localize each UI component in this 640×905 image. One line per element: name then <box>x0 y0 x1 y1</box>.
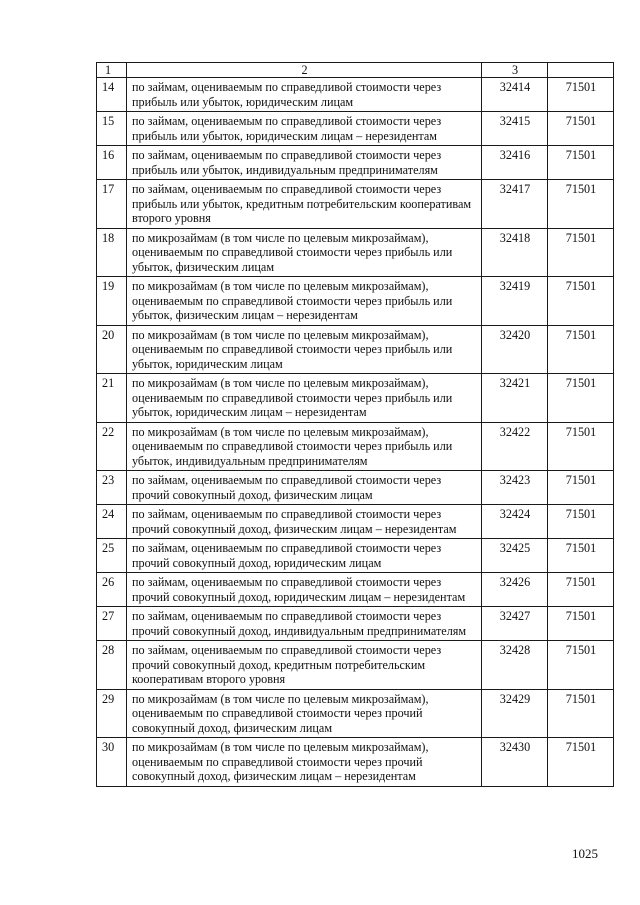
row-account: 71501 <box>548 228 614 277</box>
row-number: 19 <box>97 277 127 326</box>
row-number: 30 <box>97 738 127 787</box>
table-row <box>97 325 614 374</box>
row-code: 32424 <box>482 505 548 539</box>
row-number: 28 <box>97 641 127 690</box>
row-account: 71501 <box>548 539 614 573</box>
row-account: 71501 <box>548 180 614 229</box>
row-description: по займам, оцениваемым по справедливой стоимости через прочий совокупный доход, физическим лицам <box>127 471 482 505</box>
row-number: 14 <box>97 78 127 112</box>
table-row <box>97 422 614 471</box>
row-description: по микрозаймам (в том числе по целевым микрозаймам), оцениваемым по справедливой стоимости через прочий совокупный доход, физическим лицам – нерезидентам <box>127 738 482 787</box>
table-row <box>97 180 614 229</box>
row-description: по микрозаймам (в том числе по целевым микрозаймам), оцениваемым по справедливой стоимости через прибыль или убыток, юридическим лицам – нерезидентам <box>127 374 482 423</box>
header-col-2: 2 <box>127 63 482 78</box>
row-description: по микрозаймам (в том числе по целевым микрозаймам), оцениваемым по справедливой стоимости через прибыль или убыток, юридическим лицам <box>127 325 482 374</box>
row-code: 32430 <box>482 738 548 787</box>
row-description: по займам, оцениваемым по справедливой стоимости через прибыль или убыток, индивидуальным предпринимателям <box>127 146 482 180</box>
row-description: по займам, оцениваемым по справедливой стоимости через прибыль или убыток, юридическим лицам <box>127 78 482 112</box>
table-header-row <box>97 63 614 78</box>
row-code: 32425 <box>482 539 548 573</box>
row-number: 21 <box>97 374 127 423</box>
row-description: по займам, оцениваемым по справедливой стоимости через прочий совокупный доход, юридическим лицам – нерезидентам <box>127 573 482 607</box>
row-code: 32426 <box>482 573 548 607</box>
accounts-table <box>96 62 614 787</box>
row-number: 25 <box>97 539 127 573</box>
table-row <box>97 228 614 277</box>
row-account: 71501 <box>548 277 614 326</box>
row-description: по микрозаймам (в том числе по целевым микрозаймам), оцениваемым по справедливой стоимости через прибыль или убыток, индивидуальным предпринимателям <box>127 422 482 471</box>
row-description: по займам, оцениваемым по справедливой стоимости через прочий совокупный доход, кредитным потребительским кооперативам второго уровня <box>127 641 482 690</box>
header-col-4 <box>548 63 614 78</box>
row-code: 32421 <box>482 374 548 423</box>
row-account: 71501 <box>548 325 614 374</box>
row-code: 32429 <box>482 689 548 738</box>
row-description: по микрозаймам (в том числе по целевым микрозаймам), оцениваемым по справедливой стоимости через прибыль или убыток, физическим лицам – нерезидентам <box>127 277 482 326</box>
header-col-1: 1 <box>97 63 127 78</box>
row-code: 32419 <box>482 277 548 326</box>
row-account: 71501 <box>548 573 614 607</box>
row-description: по займам, оцениваемым по справедливой стоимости через прибыль или убыток, юридическим лицам – нерезидентам <box>127 112 482 146</box>
table-row <box>97 738 614 787</box>
row-code: 32415 <box>482 112 548 146</box>
table-row <box>97 689 614 738</box>
table-row <box>97 146 614 180</box>
row-number: 16 <box>97 146 127 180</box>
row-number: 27 <box>97 607 127 641</box>
row-number: 18 <box>97 228 127 277</box>
row-number: 15 <box>97 112 127 146</box>
row-account: 71501 <box>548 146 614 180</box>
table-row <box>97 539 614 573</box>
row-code: 32418 <box>482 228 548 277</box>
row-account: 71501 <box>548 607 614 641</box>
row-description: по микрозаймам (в том числе по целевым микрозаймам), оцениваемым по справедливой стоимости через прибыль или убыток, физическим лицам <box>127 228 482 277</box>
row-account: 71501 <box>548 471 614 505</box>
row-description: по займам, оцениваемым по справедливой стоимости через прибыль или убыток, кредитным потребительским кооперативам второго уровня <box>127 180 482 229</box>
row-account: 71501 <box>548 738 614 787</box>
table-row <box>97 471 614 505</box>
row-account: 71501 <box>548 689 614 738</box>
row-account: 71501 <box>548 374 614 423</box>
row-code: 32414 <box>482 78 548 112</box>
table-row <box>97 607 614 641</box>
row-code: 32427 <box>482 607 548 641</box>
row-number: 17 <box>97 180 127 229</box>
table-row <box>97 641 614 690</box>
row-number: 26 <box>97 573 127 607</box>
row-account: 71501 <box>548 78 614 112</box>
row-number: 23 <box>97 471 127 505</box>
row-description: по микрозаймам (в том числе по целевым микрозаймам), оцениваемым по справедливой стоимости через прочий совокупный доход, физическим лицам <box>127 689 482 738</box>
table-row <box>97 277 614 326</box>
table-row <box>97 78 614 112</box>
page-number: 1025 <box>572 846 598 861</box>
row-account: 71501 <box>548 505 614 539</box>
row-number: 20 <box>97 325 127 374</box>
row-code: 32422 <box>482 422 548 471</box>
header-col-3: 3 <box>482 63 548 78</box>
row-number: 22 <box>97 422 127 471</box>
row-account: 71501 <box>548 641 614 690</box>
table-row <box>97 573 614 607</box>
row-number: 24 <box>97 505 127 539</box>
row-code: 32420 <box>482 325 548 374</box>
row-account: 71501 <box>548 422 614 471</box>
table-row <box>97 374 614 423</box>
row-code: 32423 <box>482 471 548 505</box>
row-code: 32416 <box>482 146 548 180</box>
row-description: по займам, оцениваемым по справедливой стоимости через прочий совокупный доход, индивидуальным предпринимателям <box>127 607 482 641</box>
row-account: 71501 <box>548 112 614 146</box>
row-code: 32417 <box>482 180 548 229</box>
table-row <box>97 505 614 539</box>
row-code: 32428 <box>482 641 548 690</box>
row-description: по займам, оцениваемым по справедливой стоимости через прочий совокупный доход, юридическим лицам <box>127 539 482 573</box>
row-description: по займам, оцениваемым по справедливой стоимости через прочий совокупный доход, физическим лицам – нерезидентам <box>127 505 482 539</box>
row-number: 29 <box>97 689 127 738</box>
table-row <box>97 112 614 146</box>
